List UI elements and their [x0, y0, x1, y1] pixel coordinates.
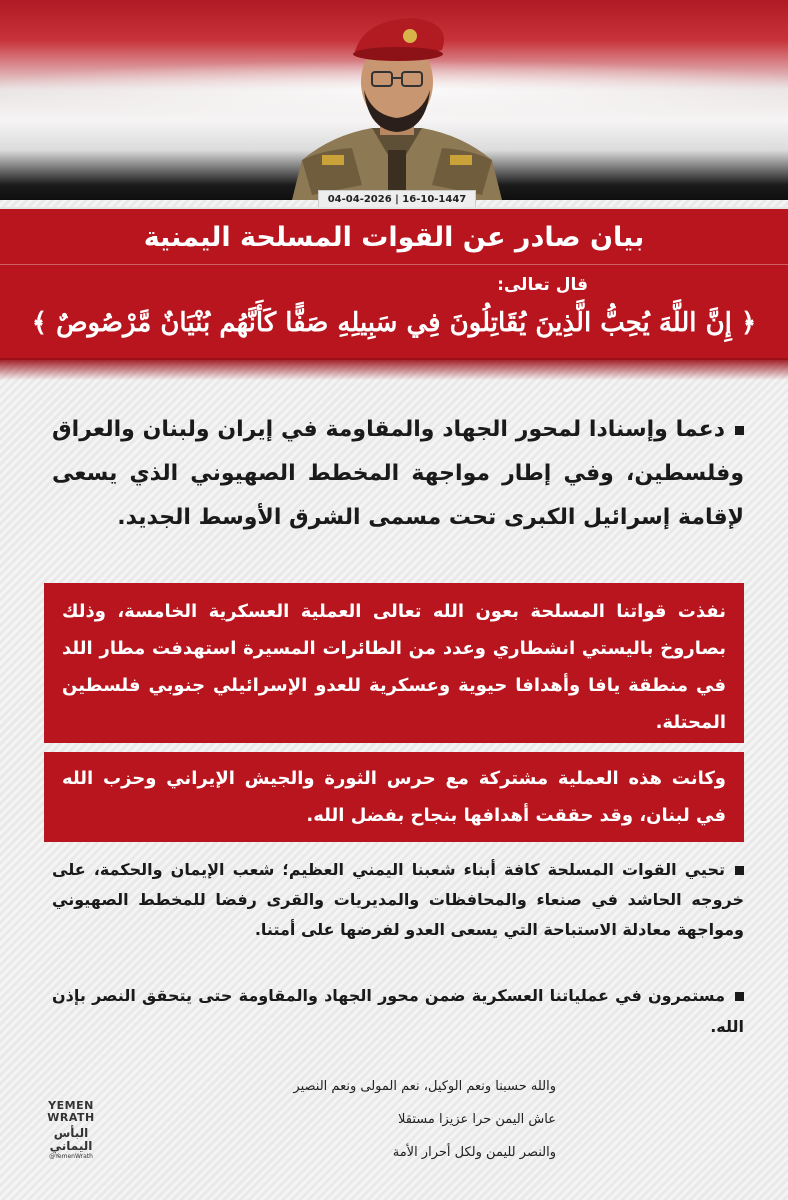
- title-bar: [0, 207, 788, 266]
- bullet-icon: [735, 426, 744, 435]
- joint-operation-box: وكانت هذه العملية مشتركة مع حرس الثورة والجيش الإيراني وحزب الله في لبنان، وقد حققت أهدافها بنجاح بفضل الله.: [44, 752, 744, 842]
- closing-line: والله حسبنا ونعم الوكيل، نعم المولى ونعم النصير: [293, 1079, 556, 1094]
- paragraph-continue: مستمرون في عملياتنا العسكرية ضمن محور الجهاد والمقاومة حتى يتحقق النصر بإذن الله.: [52, 986, 744, 1036]
- verse-box: [0, 264, 788, 360]
- quran-verse: ﴿ إِنَّ اللَّهَ يُحِبُّ الَّذِينَ يُقَاتِلُونَ فِي سَبِيلِهِ صَفًّا كَأَنَّهُم بُنْيَانٌ مَّرْصُوصٌ ﴾: [31, 308, 757, 338]
- bullet-icon: [735, 866, 744, 875]
- date-bar: 04-04-2026 | 16-10-1447: [318, 190, 476, 209]
- closing-lines: [293, 1070, 556, 1169]
- paragraph-support: دعما وإسنادا لمحور الجهاد والمقاومة في إيران ولبنان والعراق وفلسطين، وفي إطار مواجهة المخطط الصهيوني الذي يسعى لإقامة إسرائيل الكبرى تحت مسمى الشرق الأوسط الجديد.: [52, 417, 744, 530]
- verse-intro: قال تعالى:: [497, 275, 588, 295]
- paragraph-salute: تحيي القوات المسلحة كافة أبناء شعبنا اليمني العظيم؛ شعب الإيمان والحكمة، على خروجه الحاشد في صنعاء والمحافظات والمديريات والقرى رفضا للمخطط الصهيوني ومواجهة معادلة الاستباحة التي يسعى العدو لفرضها على أمتنا.: [52, 860, 744, 939]
- page-title: بيان صادر عن القوات المسلحة اليمنية: [143, 222, 645, 253]
- operation-box: نفذت قواتنا المسلحة بعون الله تعالى العملية العسكرية الخامسة، وذلك بصاروخ باليستي انشطاري وعدد من الطائرات المسيرة استهدفت مطار اللد في منطقة يافا وأهدافا حيوية وعسكرية للعدو الإسرائيلي جنوبي فلسطين المحتلة.: [44, 583, 744, 743]
- bullet-icon: [735, 992, 744, 1001]
- closing-line: عاش اليمن حرا عزيزا مستقلا: [398, 1112, 556, 1127]
- flag-header: [0, 0, 788, 200]
- spokesman-portrait: [292, 10, 502, 200]
- closing-line: والنصر لليمن ولكل أحرار الأمة: [392, 1145, 556, 1160]
- yemen-wrath-logo: YEMEN WRATH البأس اليماني @YemenWrath: [47, 1099, 95, 1160]
